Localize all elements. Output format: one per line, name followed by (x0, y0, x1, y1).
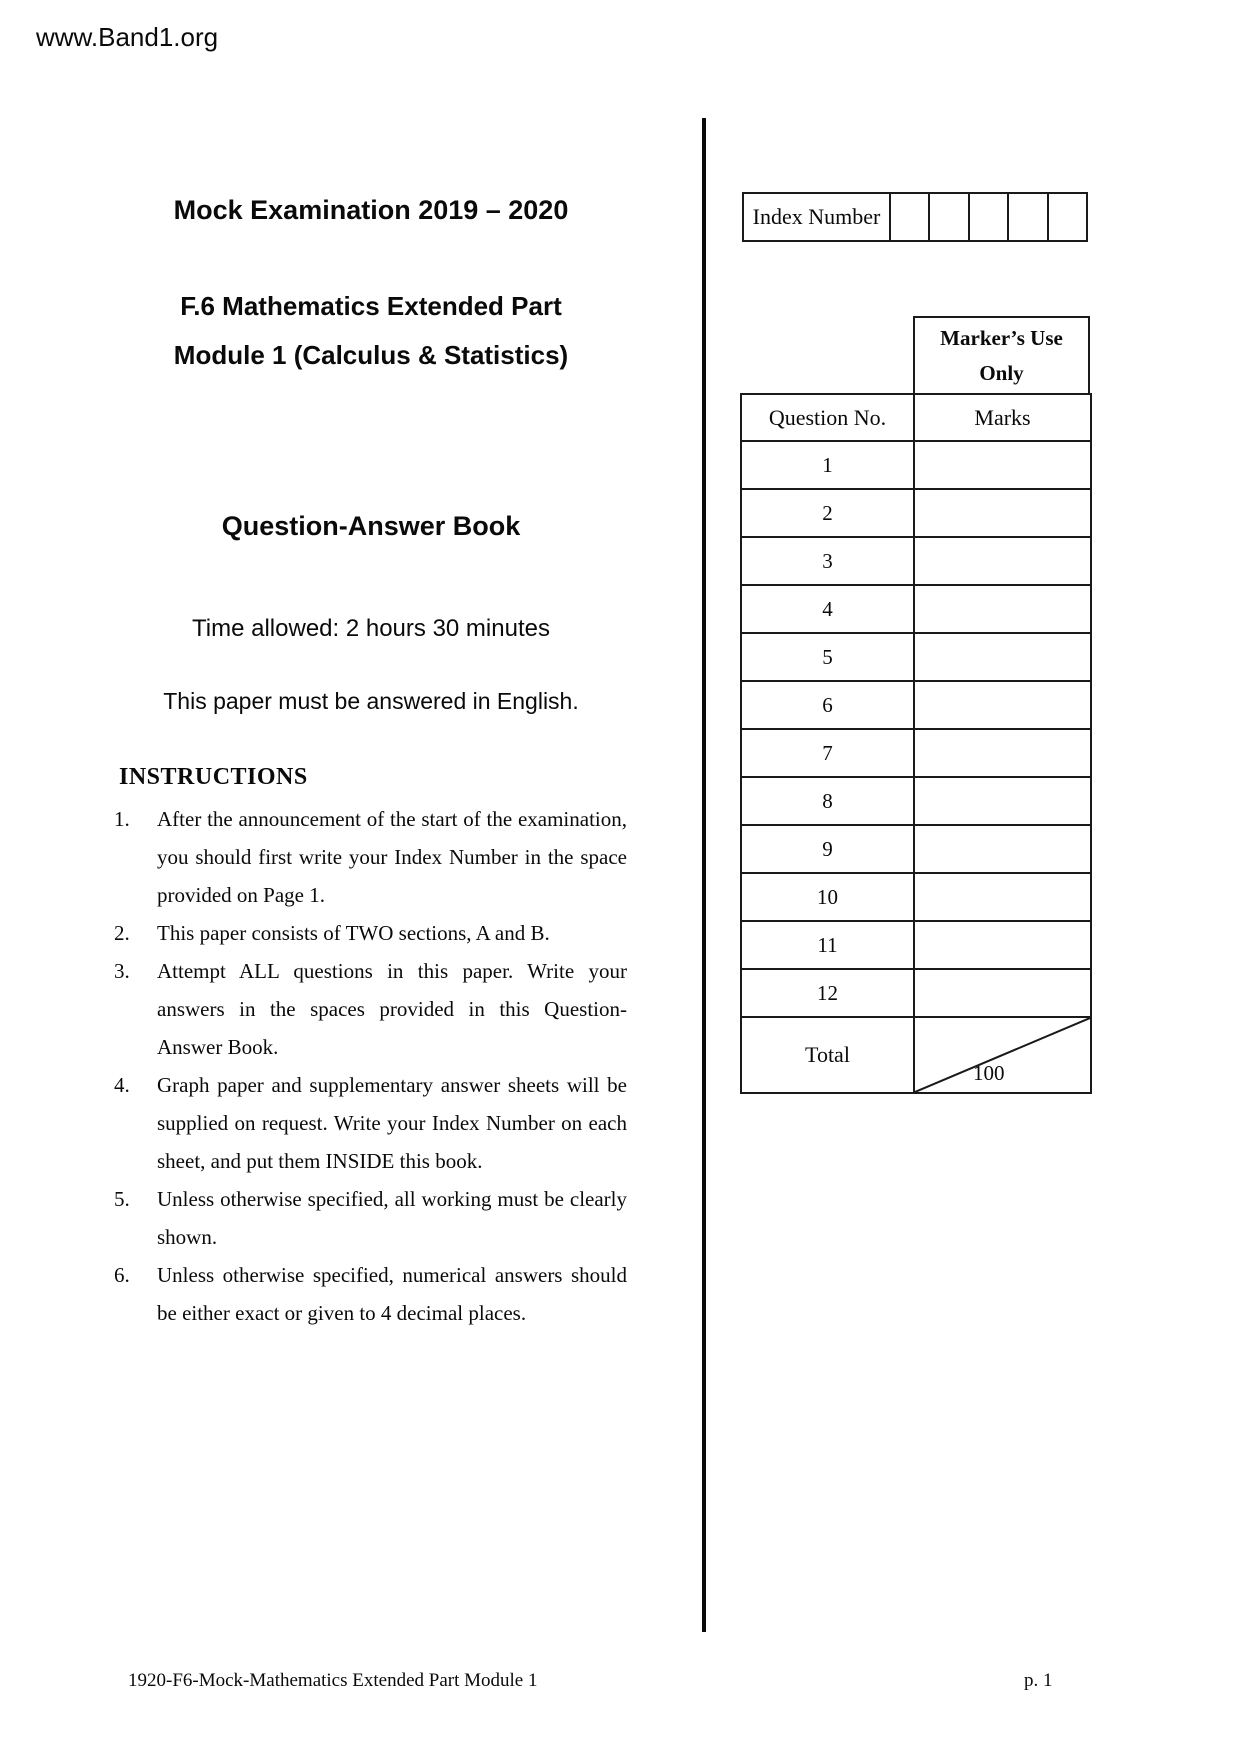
marks-table-row (741, 969, 1091, 1017)
marks-header: Marks (914, 394, 1091, 441)
marks-cell (914, 873, 1091, 921)
index-number-cell (1007, 194, 1046, 240)
marks-table-row (741, 585, 1091, 633)
marks-table-row (741, 633, 1091, 681)
instruction-number: 1. (114, 807, 130, 831)
instruction-number: 3. (114, 959, 130, 983)
instruction-number: 4. (114, 1073, 130, 1097)
marks-cell (914, 921, 1091, 969)
marks-table (740, 393, 1092, 1094)
index-number-box (742, 192, 1088, 242)
index-number-cell (928, 194, 967, 240)
marks-cell (914, 585, 1091, 633)
markers-use-line2: Only (979, 361, 1024, 385)
question-no: 2 (741, 489, 914, 537)
marks-table-row (741, 777, 1091, 825)
question-no-header: Question No. (741, 394, 914, 441)
marks-cell (914, 681, 1091, 729)
question-no: 11 (741, 921, 914, 969)
instruction-text: This paper consists of TWO sections, A and B. (157, 921, 550, 945)
language-note: This paper must be answered in English. (163, 688, 579, 714)
marks-table-total-row (741, 1017, 1091, 1093)
instruction-item (114, 1256, 629, 1332)
footer-page-number: p. 1 (1024, 1670, 1053, 1691)
total-value: 100 (973, 1061, 1005, 1085)
site-watermark: www.Band1.org (36, 22, 219, 52)
instruction-item (114, 800, 629, 914)
marks-cell (914, 777, 1091, 825)
marks-table-row (741, 537, 1091, 585)
marks-table-row (741, 873, 1091, 921)
question-no: 8 (741, 777, 914, 825)
vertical-divider (702, 118, 706, 1632)
marks-table-row (741, 489, 1091, 537)
marks-cell (914, 969, 1091, 1017)
exam-title: Mock Examination 2019 – 2020 (173, 195, 569, 225)
marks-cell (914, 633, 1091, 681)
question-no: 9 (741, 825, 914, 873)
time-allowed: Time allowed: 2 hours 30 minutes (192, 615, 550, 642)
instruction-text: Unless otherwise specified, all working must be clearly shown. (157, 1187, 627, 1249)
question-no: 6 (741, 681, 914, 729)
marks-cell (914, 729, 1091, 777)
instruction-item (114, 952, 629, 1066)
total-marks-cell (914, 1017, 1091, 1093)
index-number-label: Index Number (752, 204, 881, 229)
index-number-cell (1047, 194, 1086, 240)
markers-use-only-box (913, 316, 1090, 395)
marks-table-row (741, 825, 1091, 873)
markers-use-line1: Marker’s Use (940, 326, 1063, 350)
instructions-heading: INSTRUCTIONS (119, 764, 308, 790)
marks-table-row (741, 681, 1091, 729)
index-number-cell (889, 194, 928, 240)
marks-cell (914, 441, 1091, 489)
marks-table-header-row (741, 394, 1091, 441)
question-no: 1 (741, 441, 914, 489)
instruction-text: Attempt ALL questions in this paper. Write your answers in the spaces provided in this Question-Answer Book. (157, 959, 627, 1059)
instruction-text: After the announcement of the start of the examination, you should first write your Index Number in the space provided on Page 1. (157, 807, 627, 907)
instruction-number: 2. (114, 921, 130, 945)
instruction-number: 5. (114, 1187, 130, 1211)
marks-cell (914, 825, 1091, 873)
question-no: 10 (741, 873, 914, 921)
question-no: 4 (741, 585, 914, 633)
marks-table-row (741, 441, 1091, 489)
instruction-number: 6. (114, 1263, 130, 1287)
marks-cell (914, 489, 1091, 537)
instructions-list (114, 800, 629, 1332)
instruction-item (114, 1180, 629, 1256)
marks-cell (914, 537, 1091, 585)
book-title: Question-Answer Book (221, 511, 521, 541)
question-no: 12 (741, 969, 914, 1017)
question-no: 3 (741, 537, 914, 585)
instruction-item (114, 914, 629, 952)
exam-subject: F.6 Mathematics Extended Part (180, 291, 562, 321)
exam-module: Module 1 (Calculus & Statistics) (173, 340, 569, 370)
instruction-text: Graph paper and supplementary answer sheets will be supplied on request. Write your Index Number on each sheet, and put them INSIDE this book. (157, 1073, 627, 1173)
total-label: Total (741, 1017, 914, 1093)
instruction-text: Unless otherwise specified, numerical answers should be either exact or given to 4 decimal places. (157, 1263, 627, 1325)
question-no: 7 (741, 729, 914, 777)
index-number-cell (968, 194, 1007, 240)
marks-table-row (741, 921, 1091, 969)
footer-document-code: 1920-F6-Mock-Mathematics Extended Part Module 1 (128, 1670, 538, 1691)
marks-table-row (741, 729, 1091, 777)
instruction-item (114, 1066, 629, 1180)
question-no: 5 (741, 633, 914, 681)
